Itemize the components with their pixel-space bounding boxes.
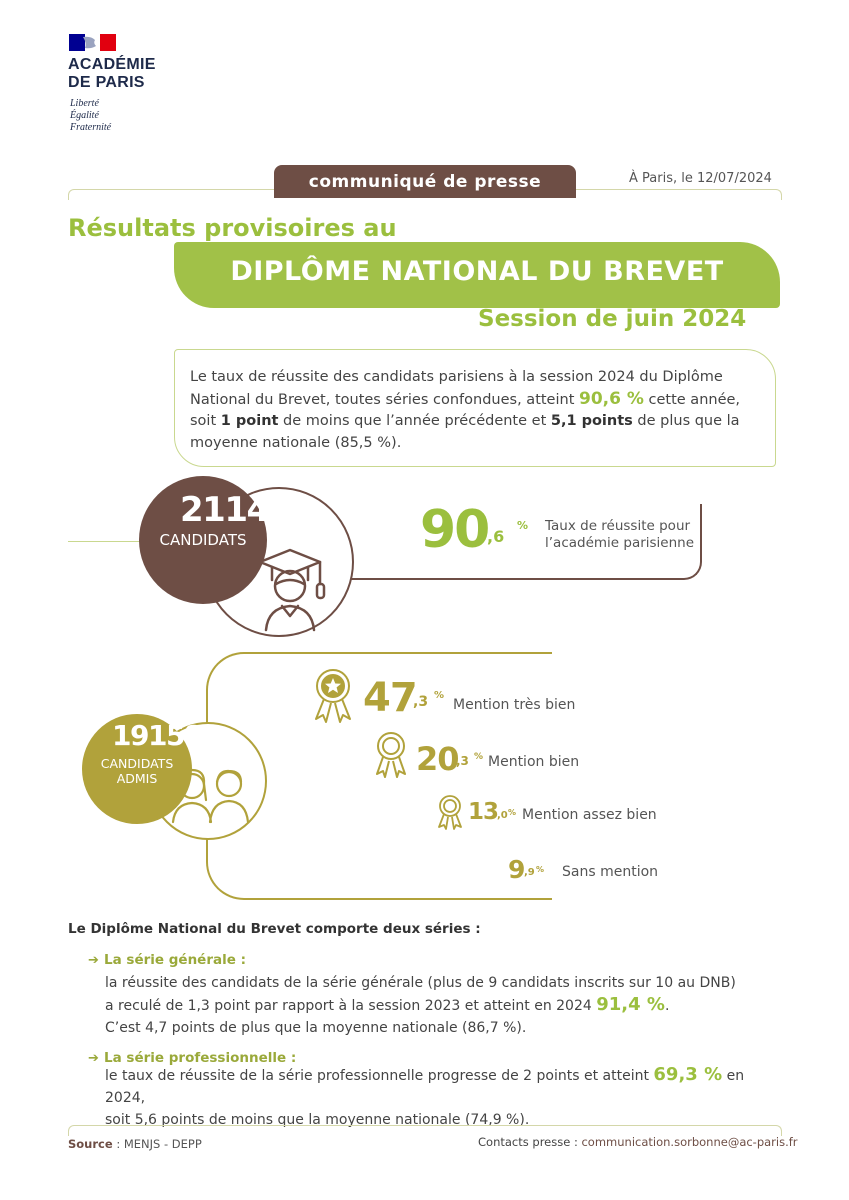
- serie-generale-text: la réussite des candidats de la série générale (plus de 9 candidats inscrits sur 10 au DNB) a reculé de 1,3 point par rapport à la session 2023 et atteint en 2024 91,4 %. C’est 4,7 points de plus que la moyenne nationale (86,7 %).: [105, 975, 736, 1036]
- candidates-label: CANDIDATS: [159, 531, 247, 549]
- success-rate-integer: 90: [420, 500, 489, 560]
- rosette-small-icon: [436, 794, 464, 830]
- contact-email-link[interactable]: communication.sorbonne@ac-paris.fr: [581, 1135, 798, 1149]
- intro-rate: 90,6 %: [579, 388, 644, 409]
- admis-label: CANDIDATS ADMIS: [100, 756, 174, 786]
- release-date: À Paris, le 12/07/2024: [629, 171, 772, 186]
- mention-ab-label: Mention assez bien: [522, 807, 657, 823]
- session-title: Session de juin 2024: [478, 306, 747, 332]
- logo-line-2: DE PARIS: [68, 74, 145, 91]
- success-rate-percent: %: [517, 519, 529, 532]
- sans-mention-integer: 9: [508, 855, 525, 884]
- success-rate-label: Taux de réussite pour l’académie parisienne: [545, 518, 695, 551]
- rosette-star-icon: [312, 667, 354, 723]
- press-contacts: Contacts presse : communication.sorbonne@ac-paris.fr: [478, 1135, 798, 1149]
- mention-ab-integer: 13: [468, 799, 499, 825]
- mention-b-percent: %: [474, 752, 484, 762]
- mention-tb-integer: 47: [363, 675, 417, 721]
- logo-line-1: ACADÉMIE: [68, 56, 156, 73]
- mention-b-label: Mention bien: [488, 754, 580, 770]
- mention-tb-label: Mention très bien: [453, 697, 576, 713]
- serie-generale-rate: 91,4 %: [596, 994, 665, 1015]
- mention-ab-decimal: ,0: [497, 810, 508, 821]
- arrow-right-icon: ➔: [88, 953, 99, 968]
- sans-mention-label: Sans mention: [562, 864, 659, 880]
- series-heading: Le Diplôme National du Brevet comporte deux séries :: [68, 921, 481, 937]
- marianne-flag-logo: [69, 34, 116, 51]
- motto-egalite: Égalité: [70, 110, 99, 121]
- serie-pro-rate: 69,3 %: [653, 1064, 723, 1085]
- press-release-tab: communiqué de presse: [274, 165, 576, 198]
- sans-mention-decimal: ,9: [524, 867, 535, 878]
- title-line-1: Résultats provisoires au: [68, 214, 397, 242]
- serie-pro-text: le taux de réussite de la série professionnelle progresse de 2 points et atteint 69,3 % en 2024, soit 5,6 points de moins que la moyenne nationale (74,9 %).: [105, 1064, 745, 1128]
- mention-tb-decimal: ,3: [413, 694, 429, 710]
- mention-b-integer: 20: [416, 740, 459, 778]
- intro-national-diff: 5,1 points: [550, 413, 633, 429]
- academie-logo-title: [68, 56, 156, 92]
- main-title: DIPLÔME NATIONAL DU BREVET: [230, 256, 724, 287]
- mention-ab-percent: %: [508, 808, 517, 817]
- motto-fraternite: Fraternité: [70, 122, 112, 133]
- serie-generale-heading: ➔ La série générale :: [88, 952, 246, 968]
- sans-mention-percent: %: [536, 865, 545, 874]
- success-rate-decimal: ,6: [487, 527, 505, 546]
- motto-liberte: Liberté: [70, 98, 99, 109]
- mention-tb-percent: %: [434, 690, 445, 701]
- mention-b-decimal: ,3: [456, 754, 469, 768]
- source-note: Source : MENJS - DEPP: [68, 1137, 202, 1151]
- candidates-count: 21146: [180, 490, 291, 530]
- admis-count: 19158: [112, 719, 202, 752]
- intro-point-diff: 1 point: [220, 413, 279, 429]
- intro-paragraph: Le taux de réussite des candidats parisiens à la session 2024 du Diplôme National du Brevet, toutes séries confondues, atteint 90,6 % cette année, soit 1 point de moins que l’année précédente et 5,1 points de plus que la moyenne nationale (85,5 %).: [190, 369, 741, 451]
- rosette-icon: [373, 730, 409, 778]
- arrow-right-icon: ➔: [88, 1051, 99, 1066]
- republic-motto: [70, 98, 111, 134]
- serie-pro-heading: ➔ La série professionnelle :: [88, 1050, 297, 1066]
